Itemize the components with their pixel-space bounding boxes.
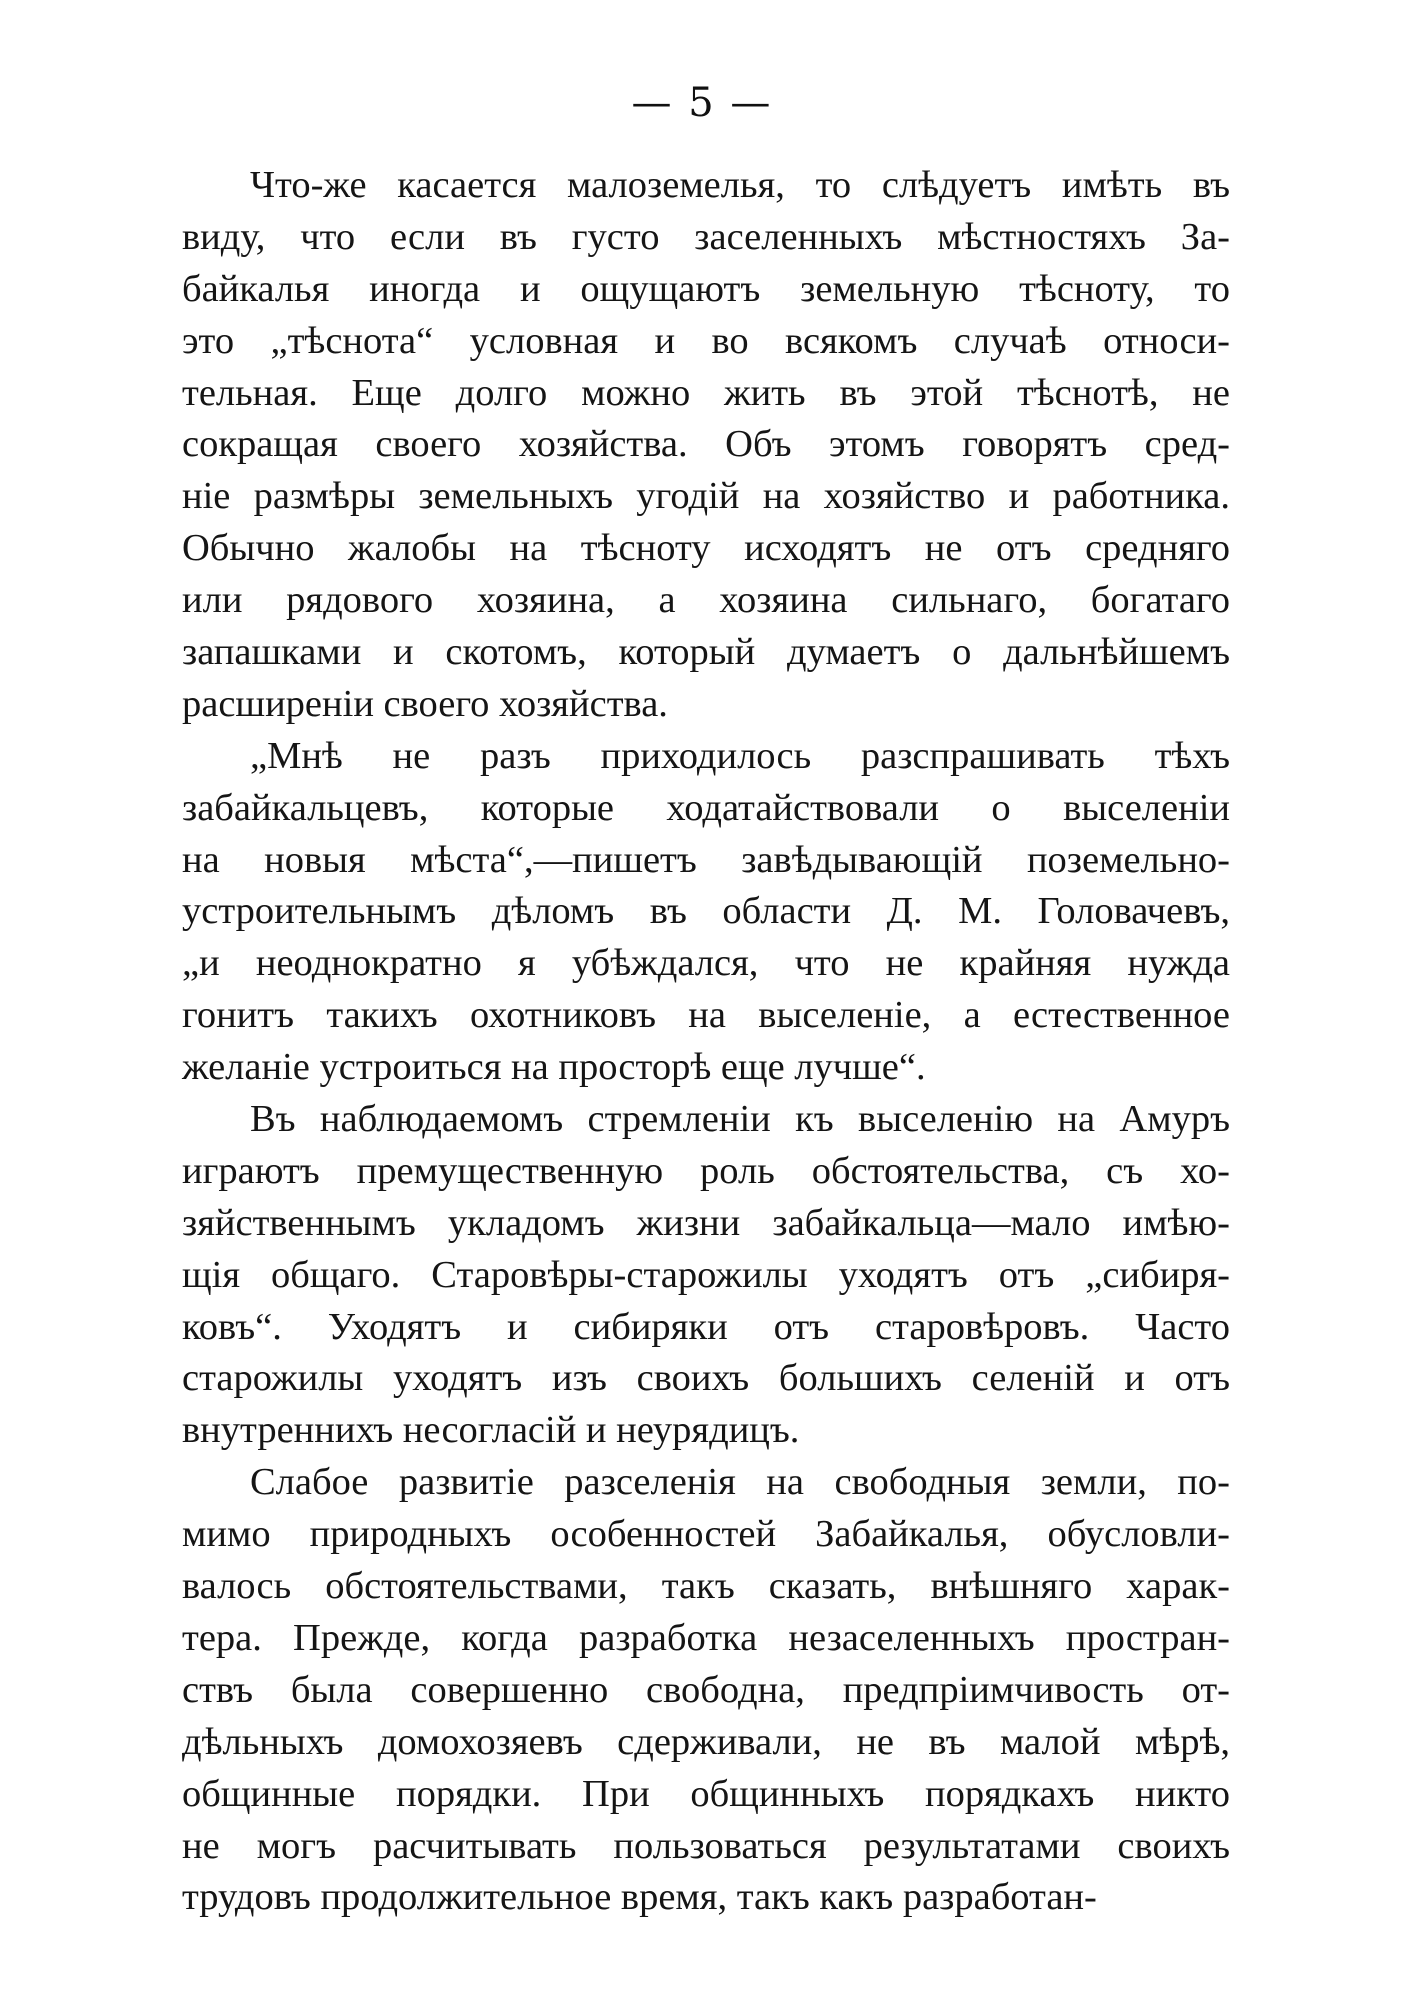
paragraph <box>182 1457 1230 1924</box>
text-line: сокращая своего хозяйства. Объ этомъ говорятъ сред- <box>182 423 1230 466</box>
text-line: щія общаго. Старовѣры-старожилы уходятъ отъ „сибиря- <box>182 1253 1230 1296</box>
text-line: общинные порядки. При общинныхъ порядкахъ никто <box>182 1772 1230 1815</box>
body-text <box>182 160 1230 1924</box>
text-line: Что-же касается малоземелья, то слѣдуетъ имѣть въ <box>250 164 1230 206</box>
page-number: — 5 — <box>631 80 773 126</box>
paragraph <box>182 731 1230 1094</box>
text-line: „и неоднократно я убѣждался, что не крайняя нужда <box>182 942 1230 985</box>
text-line: Въ наблюдаемомъ стремленіи къ выселенію на Амуръ <box>250 1098 1230 1141</box>
text-line: зяйственнымъ укладомъ жизни забайкальца—мало имѣю- <box>182 1201 1230 1244</box>
text-line: дѣльныхъ домохозяевъ сдерживали, не въ малой мѣрѣ, <box>182 1720 1230 1763</box>
text-line: ніе размѣры земельныхъ угодій на хозяйство и работника. <box>182 475 1230 518</box>
text-line: „Мнѣ не разъ приходилось разспрашивать тѣхъ <box>250 734 1230 777</box>
text-line: гонитъ такихъ охотниковъ на выселеніе, а естественное <box>182 994 1230 1037</box>
text-line: мимо природныхъ особенностей Забайкалья, обусловли- <box>182 1513 1230 1556</box>
text-line: трудовъ продолжительное время, такъ какъ разработан- <box>182 1876 1097 1919</box>
text-line: это „тѣснота“ условная и во всякомъ случаѣ относи- <box>182 319 1230 362</box>
paragraph <box>182 1094 1230 1457</box>
text-line: или рядового хозяина, а хозяина сильнаго, богатаго <box>182 579 1230 622</box>
text-line: устроительнымъ дѣломъ въ области Д. М. Головачевъ, <box>182 890 1230 933</box>
paragraph <box>182 160 1230 731</box>
text-line: внутреннихъ несогласій и неурядицъ. <box>182 1409 800 1452</box>
text-line: тера. Прежде, когда разработка незаселенныхъ простран- <box>182 1616 1230 1659</box>
text-line: тельная. Еще долго можно жить въ этой тѣснотѣ, не <box>182 371 1230 414</box>
text-line: на новыя мѣста“,—пишетъ завѣдывающій поземельно- <box>182 838 1230 881</box>
text-line: не могъ расчитывать пользоваться результатами своихъ <box>182 1824 1230 1867</box>
text-line: расширеніи своего хозяйства. <box>182 682 668 725</box>
text-line: ковъ“. Уходятъ и сибиряки отъ старовѣровъ. Часто <box>182 1305 1230 1348</box>
text-line: желаніе устроиться на просторѣ еще лучше“. <box>182 1046 926 1089</box>
text-line: Обычно жалобы на тѣсноту исходятъ не отъ средняго <box>182 527 1230 570</box>
text-line: забайкальцевъ, которые ходатайствовали о выселеніи <box>182 786 1230 829</box>
text-line: ствъ была совершенно свободна, предпріимчивость от- <box>182 1668 1230 1711</box>
text-line: запашками и скотомъ, который думаетъ о дальнѣйшемъ <box>182 631 1230 674</box>
text-line: старожилы уходятъ изъ своихъ большихъ селеній и отъ <box>182 1357 1230 1400</box>
text-line: валось обстоятельствами, такъ сказать, внѣшняго харак- <box>182 1565 1230 1608</box>
text-line: играютъ премущественную роль обстоятельства, съ хо- <box>182 1149 1230 1192</box>
text-line: виду, что если въ густо заселенныхъ мѣстностяхъ За- <box>182 215 1230 258</box>
text-line: Слабое развитіе разселенія на свободныя земли, по- <box>250 1461 1230 1504</box>
text-line: байкалья иногда и ощущаютъ земельную тѣсноту, то <box>182 267 1230 310</box>
